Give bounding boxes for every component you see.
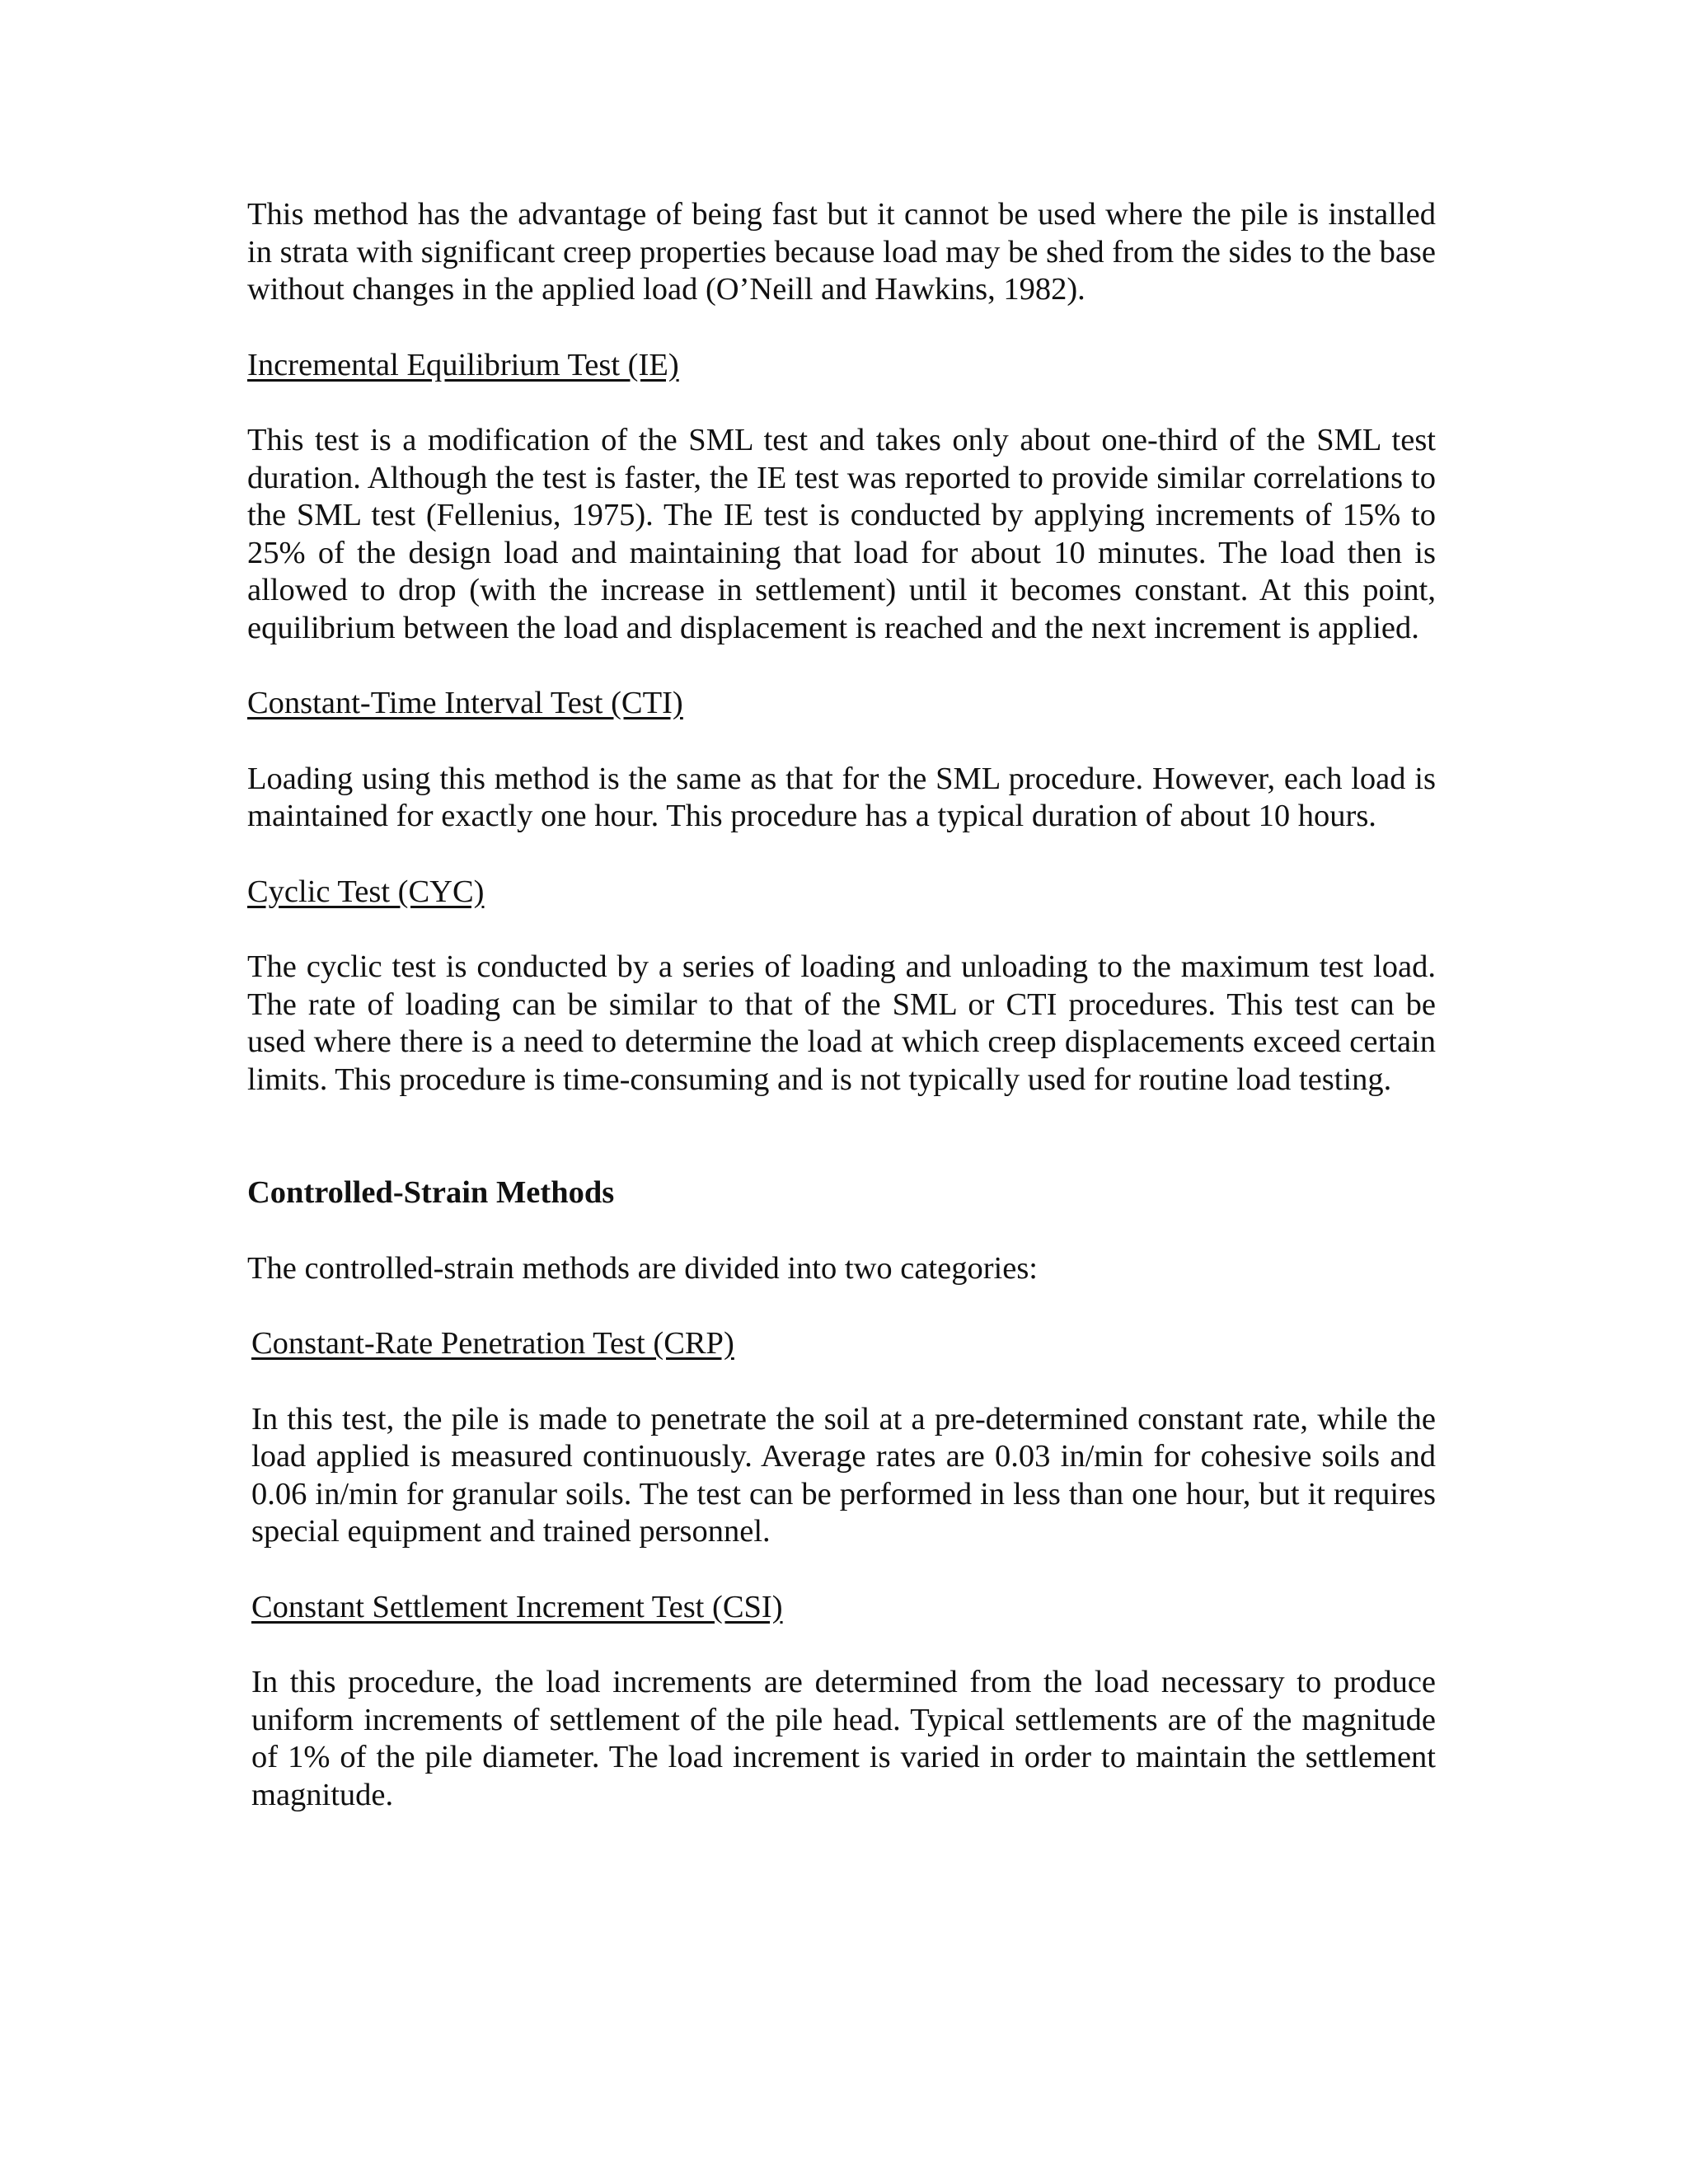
crp-paragraph: In this test, the pile is made to penetrate the soil at a pre-determined constant rate, while the load applied is measured continuously. Average rates are 0.03 in/min for cohesive soils and 0.06 in/min for granular soils. The test can be performed in less than one hour, but it requires special equipment and trained personnel. (251, 1401, 1436, 1549)
csi-subheading: Constant Settlement Increment Test (CSI) (251, 1589, 783, 1624)
controlled-strain-intro: The controlled-strain methods are divided into two categories: (247, 1250, 1039, 1286)
cti-subheading: Constant-Time Interval Test (CTI) (247, 686, 683, 720)
ie-subheading: Incremental Equilibrium Test (IE) (247, 347, 679, 382)
ie-paragraph: This test is a modification of the SML test and takes only about one-third of the SML test duration. Although the test is faster, the IE test was reported to provide similar correlations to the SML test (Fellenius, 1975). The IE test is conducted by applying increments of 15% to 25% of the design load and maintaining that load for about 10 minutes. The load then is allowed to drop (with the increase in settlement) until it becomes constant. At this point, equilibrium between the load and displacement is reached and the next increment is applied. (247, 423, 1436, 645)
cti-paragraph: Loading using this method is the same as that for the SML procedure. However, each load is maintained for exactly one hour. This procedure has a typical duration of about 10 hours. (247, 761, 1436, 833)
intro-paragraph: This method has the advantage of being fast but it cannot be used where the pile is installed in strata with significant creep properties because load may be shed from the sides to the base without changes in the applied load (O’Neill and Hawkins, 1982). (247, 197, 1436, 307)
csi-paragraph: In this procedure, the load increments are determined from the load necessary to produce uniform increments of settlement of the pile head. Typical settlements are of the magnitude of 1% of the pile diameter. The load increment is varied in order to maintain the settlement magnitude. (251, 1665, 1436, 1812)
controlled-strain-heading: Controlled-Strain Methods (247, 1175, 615, 1210)
crp-subheading: Constant-Rate Penetration Test (CRP) (251, 1326, 734, 1361)
cyc-paragraph: The cyclic test is conducted by a series of loading and unloading to the maximum test load. The rate of loading can be similar to that of the SML or CTI procedures. This test can be used where there is a need to determine the load at which creep displacements exceed certain limits. This procedure is time-consuming and is not typically used for routine load testing. (247, 949, 1436, 1097)
cyc-subheading: Cyclic Test (CYC) (247, 874, 485, 909)
document-page (247, 196, 1436, 1852)
